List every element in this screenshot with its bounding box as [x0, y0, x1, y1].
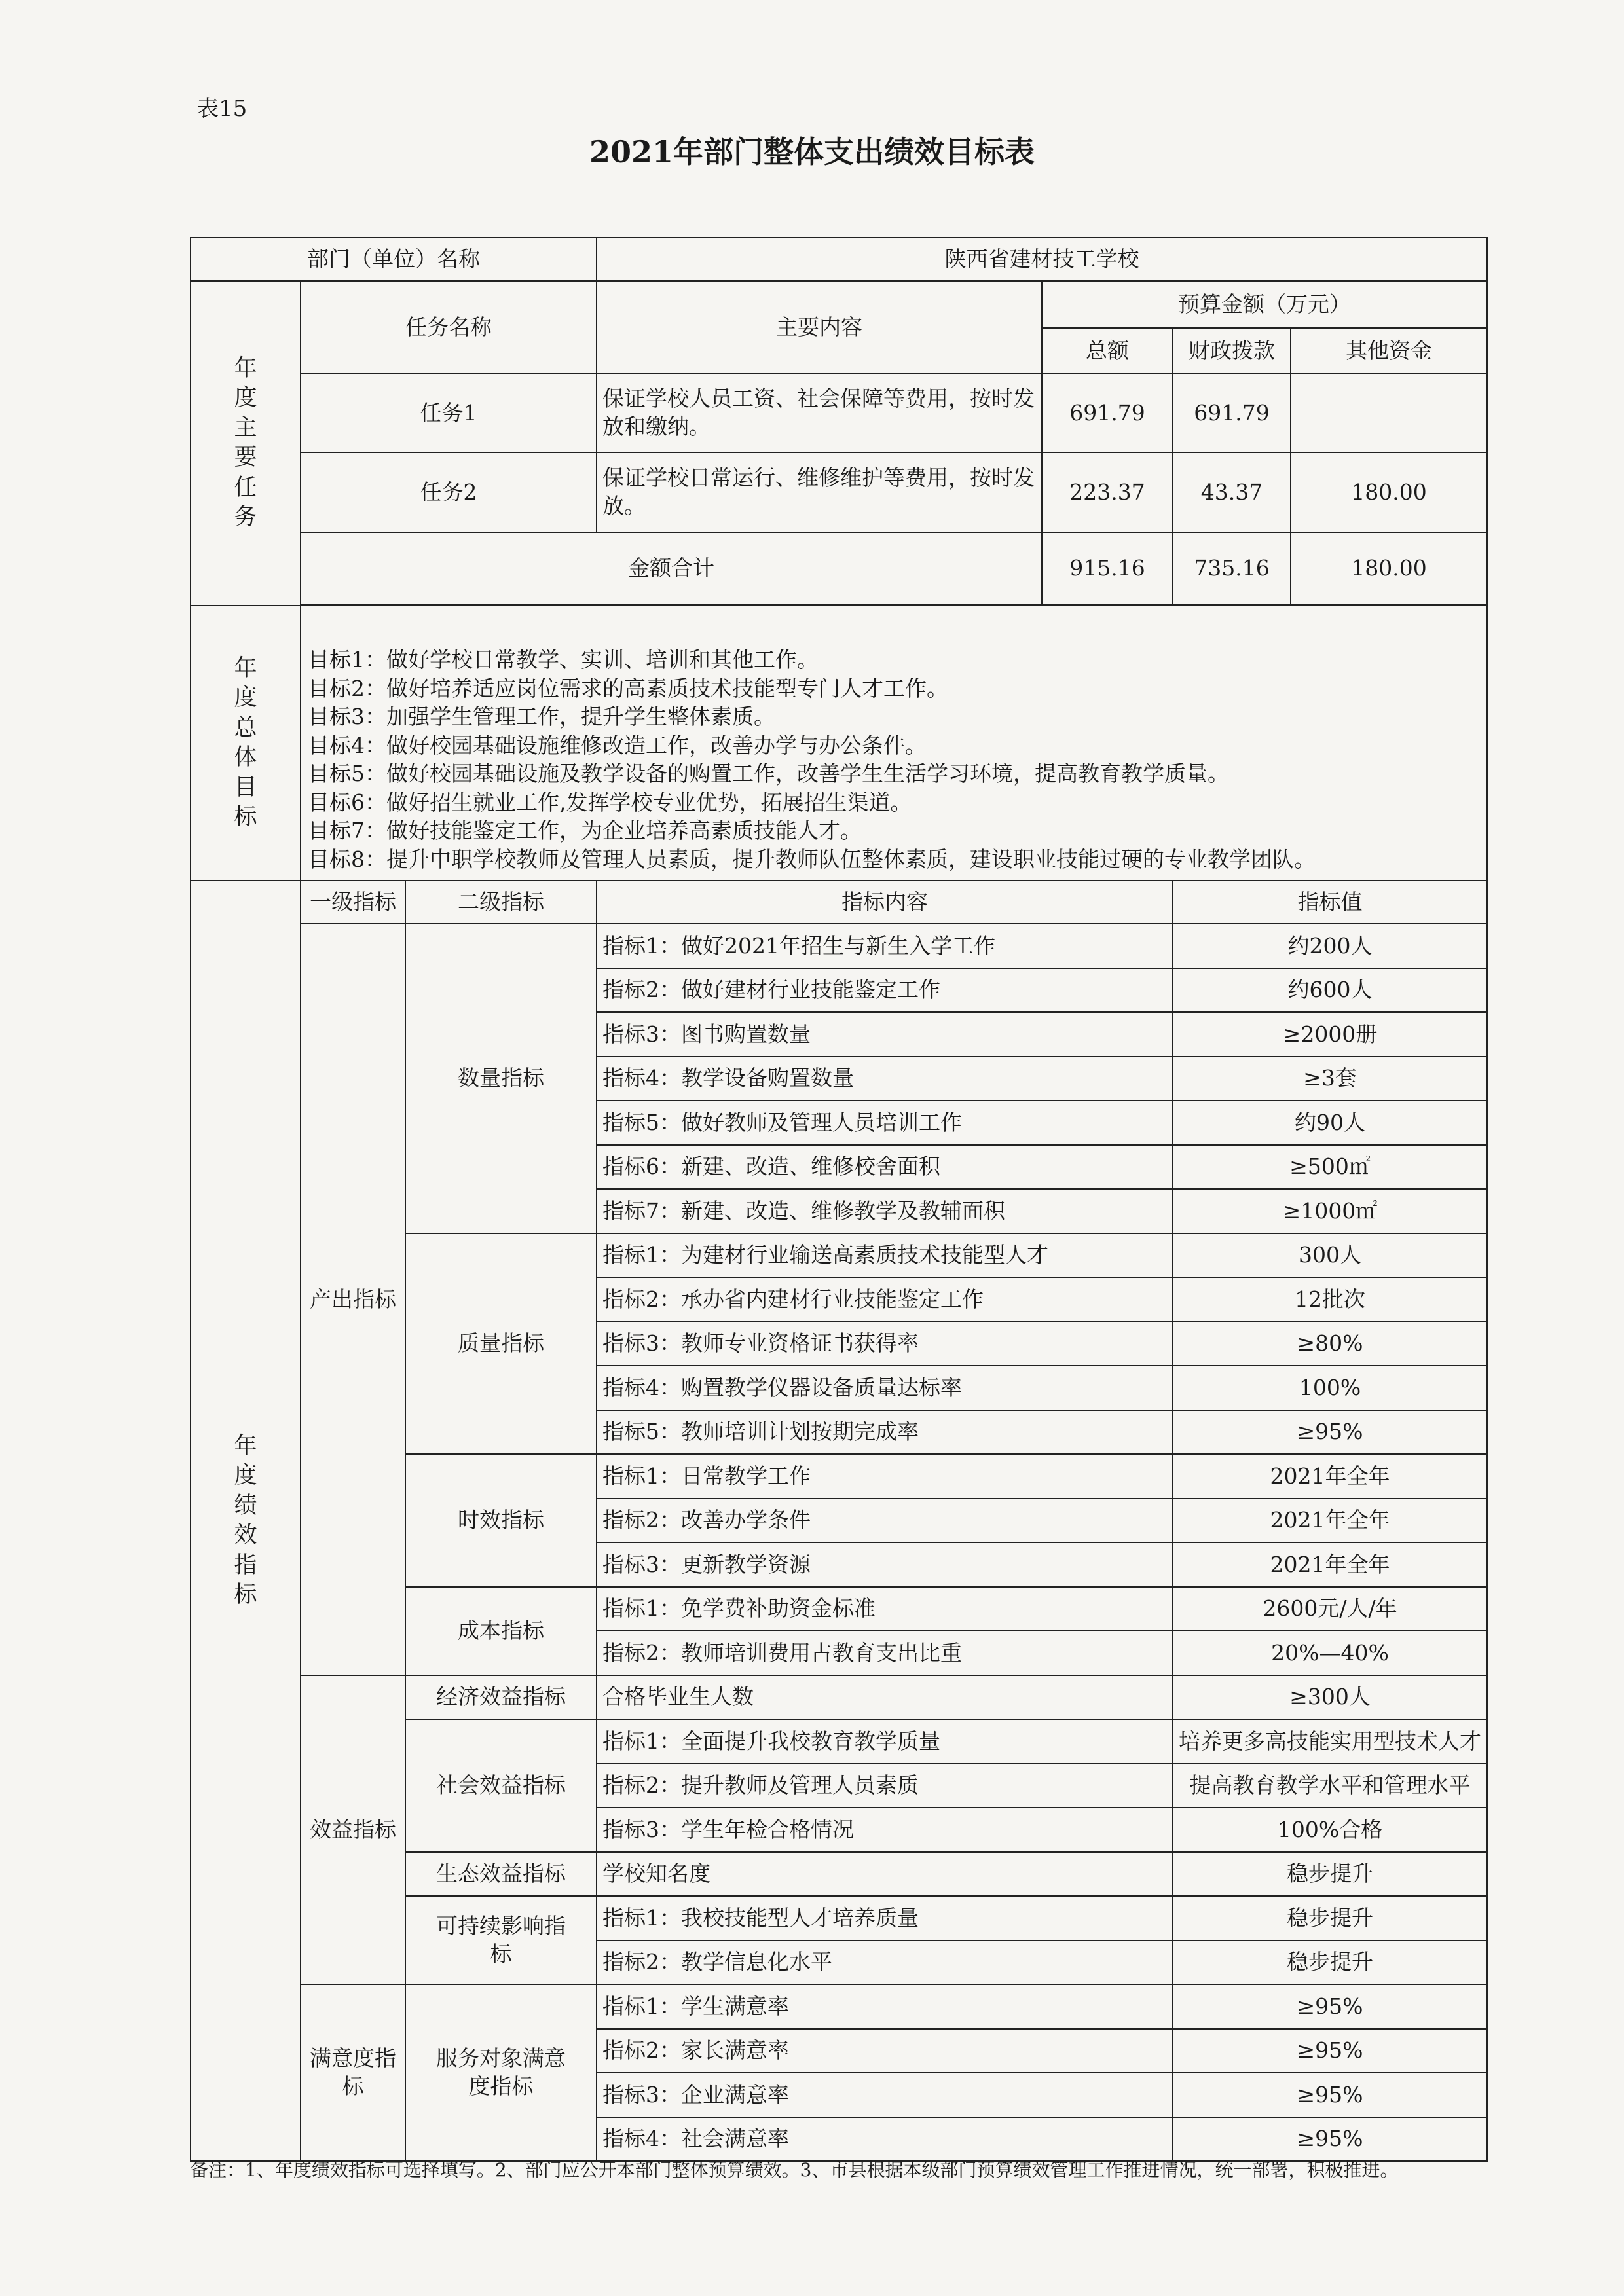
level1-indicator: 满意度指标	[301, 1984, 405, 2161]
total-header: 总额	[1042, 328, 1173, 374]
task-row	[191, 452, 1487, 532]
task-total: 223.37	[1042, 452, 1173, 532]
annual-indicators-category: 年度绩效指标	[191, 881, 301, 2161]
task-name-header: 任务名称	[301, 281, 597, 374]
indicator-content: 指标5：做好教师及管理人员培训工作	[597, 1101, 1173, 1145]
task-fiscal: 691.79	[1173, 374, 1291, 452]
indicator-value: ≥95%	[1173, 1984, 1487, 2029]
level2-indicator: 时效指标	[405, 1454, 597, 1587]
level2-indicator: 经济效益指标	[405, 1675, 597, 1720]
indicator-content-header: 指标内容	[597, 881, 1173, 924]
indicator-value: 12批次	[1173, 1277, 1487, 1322]
indicator-content: 指标3：学生年检合格情况	[597, 1808, 1173, 1852]
indicator-value: ≥80%	[1173, 1322, 1487, 1366]
indicator-content: 指标1：免学费补助资金标准	[597, 1587, 1173, 1631]
goal-line: 目标2：做好培养适应岗位需求的高素质技术技能型专门人才工作。	[308, 675, 948, 701]
indicator-content: 指标2：承办省内建材行业技能鉴定工作	[597, 1277, 1173, 1322]
goal-line: 目标3：加强学生管理工作，提升学生整体素质。	[308, 704, 775, 730]
indicator-value-header: 指标值	[1173, 881, 1487, 924]
performance-target-table	[190, 237, 1488, 2162]
goal-line: 目标5：做好校园基础设施及教学设备的购置工作，改善学生生活学习环境，提高教育教学质量。	[308, 761, 1229, 787]
indicator-value: 2021年全年	[1173, 1454, 1487, 1499]
level2-indicator: 质量指标	[405, 1233, 597, 1455]
indicator-value: ≥1000㎡	[1173, 1189, 1487, 1233]
task-name: 任务1	[301, 374, 597, 452]
indicator-value: 100%	[1173, 1366, 1487, 1410]
indicator-content: 指标4：购置教学仪器设备质量达标率	[597, 1366, 1173, 1410]
level1-header: 一级指标	[301, 881, 405, 924]
indicator-value: 300人	[1173, 1233, 1487, 1278]
level2-indicator: 成本指标	[405, 1587, 597, 1675]
task-other	[1291, 374, 1487, 452]
indicator-content: 指标2：家长满意率	[597, 2029, 1173, 2073]
dept-name: 陕西省建材技工学校	[597, 238, 1487, 281]
level1-indicator: 产出指标	[301, 924, 405, 1675]
level2-indicator: 生态效益指标	[405, 1852, 597, 1897]
indicator-content: 指标2：教学信息化水平	[597, 1941, 1173, 1985]
footnote: 备注：1、年度绩效指标可选择填写。2、部门应公开本部门整体预算绩效。3、市县根据本级部门预算绩效管理工作推进情况，统一部署，积极推进。	[190, 2159, 1399, 2181]
indicator-value: 稳步提升	[1173, 1941, 1487, 1985]
indicator-value: ≥300人	[1173, 1675, 1487, 1720]
task-sum-row	[191, 532, 1487, 604]
indicator-value: ≥3套	[1173, 1057, 1487, 1101]
indicator-value: 约90人	[1173, 1101, 1487, 1145]
indicator-value: 2600元/人/年	[1173, 1587, 1487, 1631]
indicator-value: ≥95%	[1173, 1410, 1487, 1455]
indicator-content: 指标1：全面提升我校教育教学质量	[597, 1719, 1173, 1764]
indicator-content: 指标1：日常教学工作	[597, 1454, 1173, 1499]
indicator-value: ≥95%	[1173, 2117, 1487, 2162]
indicator-content: 指标3：更新教学资源	[597, 1542, 1173, 1587]
indicator-header-row	[191, 881, 1487, 924]
indicator-content: 学校知名度	[597, 1852, 1173, 1897]
task-total: 691.79	[1042, 374, 1173, 452]
indicator-value: 100%合格	[1173, 1808, 1487, 1852]
indicator-content: 指标2：教师培训费用占教育支出比重	[597, 1631, 1173, 1675]
task-row	[191, 374, 1487, 452]
goal-line: 目标8：提升中职学校教师及管理人员素质，提升教师队伍整体素质，建设职业技能过硬的专业教学团队。	[308, 846, 1316, 872]
annual-task-category: 年度主要任务	[191, 281, 301, 606]
indicator-row	[191, 924, 1487, 968]
indicator-row	[191, 1675, 1487, 1720]
indicator-content: 合格毕业生人数	[597, 1675, 1173, 1720]
annual-goals-category: 年度总体目标	[191, 606, 301, 881]
task-other: 180.00	[1291, 452, 1487, 532]
indicator-content: 指标1：我校技能型人才培养质量	[597, 1896, 1173, 1941]
level2-indicator: 数量指标	[405, 924, 597, 1233]
indicator-value: 20%—40%	[1173, 1631, 1487, 1675]
indicator-content: 指标6：新建、改造、维修校舍面积	[597, 1145, 1173, 1190]
indicator-content: 指标1：为建材行业输送高素质技术技能型人才	[597, 1233, 1173, 1278]
sum-fiscal: 735.16	[1173, 532, 1291, 604]
task-header-row	[191, 281, 1487, 328]
indicator-value: ≥500㎡	[1173, 1145, 1487, 1190]
annual-goals-row	[191, 606, 1487, 881]
level2-indicator: 社会效益指标	[405, 1719, 597, 1852]
indicator-content: 指标2：改善办学条件	[597, 1499, 1173, 1543]
indicator-content: 指标1：学生满意率	[597, 1984, 1173, 2029]
sum-label: 金额合计	[301, 532, 1042, 604]
goal-line: 目标4：做好校园基础设施维修改造工作，改善办学与办公条件。	[308, 732, 927, 758]
indicator-content: 指标4：教学设备购置数量	[597, 1057, 1173, 1101]
indicator-row	[191, 1984, 1487, 2029]
level2-indicator: 服务对象满意度指标	[405, 1984, 597, 2161]
task-name: 任务2	[301, 452, 597, 532]
task-fiscal: 43.37	[1173, 452, 1291, 532]
goal-line: 目标7：做好技能鉴定工作，为企业培养高素质技能人才。	[308, 818, 862, 844]
dept-row	[191, 238, 1487, 281]
sum-other: 180.00	[1291, 532, 1487, 604]
indicator-value: ≥95%	[1173, 2029, 1487, 2073]
goal-line: 目标1：做好学校日常教学、实训、培训和其他工作。	[308, 647, 819, 672]
indicator-content: 指标3：图书购置数量	[597, 1012, 1173, 1057]
document-title: 2021年部门整体支出绩效目标表	[589, 134, 1035, 170]
goal-line: 目标6：做好招生就业工作,发挥学校专业优势，拓展招生渠道。	[308, 789, 912, 815]
table-number-label: 表15	[196, 96, 248, 122]
indicator-content: 指标5：教师培训计划按期完成率	[597, 1410, 1173, 1455]
level2-indicator: 可持续影响指标	[405, 1896, 597, 1984]
indicator-value: 约200人	[1173, 924, 1487, 968]
indicator-value: 培养更多高技能实用型技术人才	[1173, 1719, 1487, 1764]
indicator-value: 2021年全年	[1173, 1499, 1487, 1543]
level1-indicator: 效益指标	[301, 1675, 405, 1985]
indicator-value: 约600人	[1173, 968, 1487, 1013]
fiscal-header: 财政拨款	[1173, 328, 1291, 374]
indicator-content: 指标4：社会满意率	[597, 2117, 1173, 2162]
indicator-content: 指标3：教师专业资格证书获得率	[597, 1322, 1173, 1366]
indicator-content: 指标2：做好建材行业技能鉴定工作	[597, 968, 1173, 1013]
task-content-header: 主要内容	[597, 281, 1042, 374]
other-header: 其他资金	[1291, 328, 1487, 374]
level2-header: 二级指标	[405, 881, 597, 924]
indicator-content: 指标2：提升教师及管理人员素质	[597, 1764, 1173, 1808]
indicator-value: 稳步提升	[1173, 1896, 1487, 1941]
indicator-value: ≥95%	[1173, 2073, 1487, 2117]
indicator-content: 指标1：做好2021年招生与新生入学工作	[597, 924, 1173, 968]
task-content: 保证学校人员工资、社会保障等费用，按时发放和缴纳。	[597, 374, 1042, 452]
dept-label: 部门（单位）名称	[191, 238, 597, 281]
sum-total: 915.16	[1042, 532, 1173, 604]
indicator-value: ≥2000册	[1173, 1012, 1487, 1057]
indicator-content: 指标7：新建、改造、维修教学及教辅面积	[597, 1189, 1173, 1233]
indicator-value: 提高教育教学水平和管理水平	[1173, 1764, 1487, 1808]
task-content: 保证学校日常运行、维修维护等费用，按时发放。	[597, 452, 1042, 532]
indicator-value: 稳步提升	[1173, 1852, 1487, 1897]
annual-goals-content	[301, 606, 1487, 881]
budget-header: 预算金额（万元）	[1042, 281, 1487, 328]
indicator-value: 2021年全年	[1173, 1542, 1487, 1587]
indicator-content: 指标3：企业满意率	[597, 2073, 1173, 2117]
